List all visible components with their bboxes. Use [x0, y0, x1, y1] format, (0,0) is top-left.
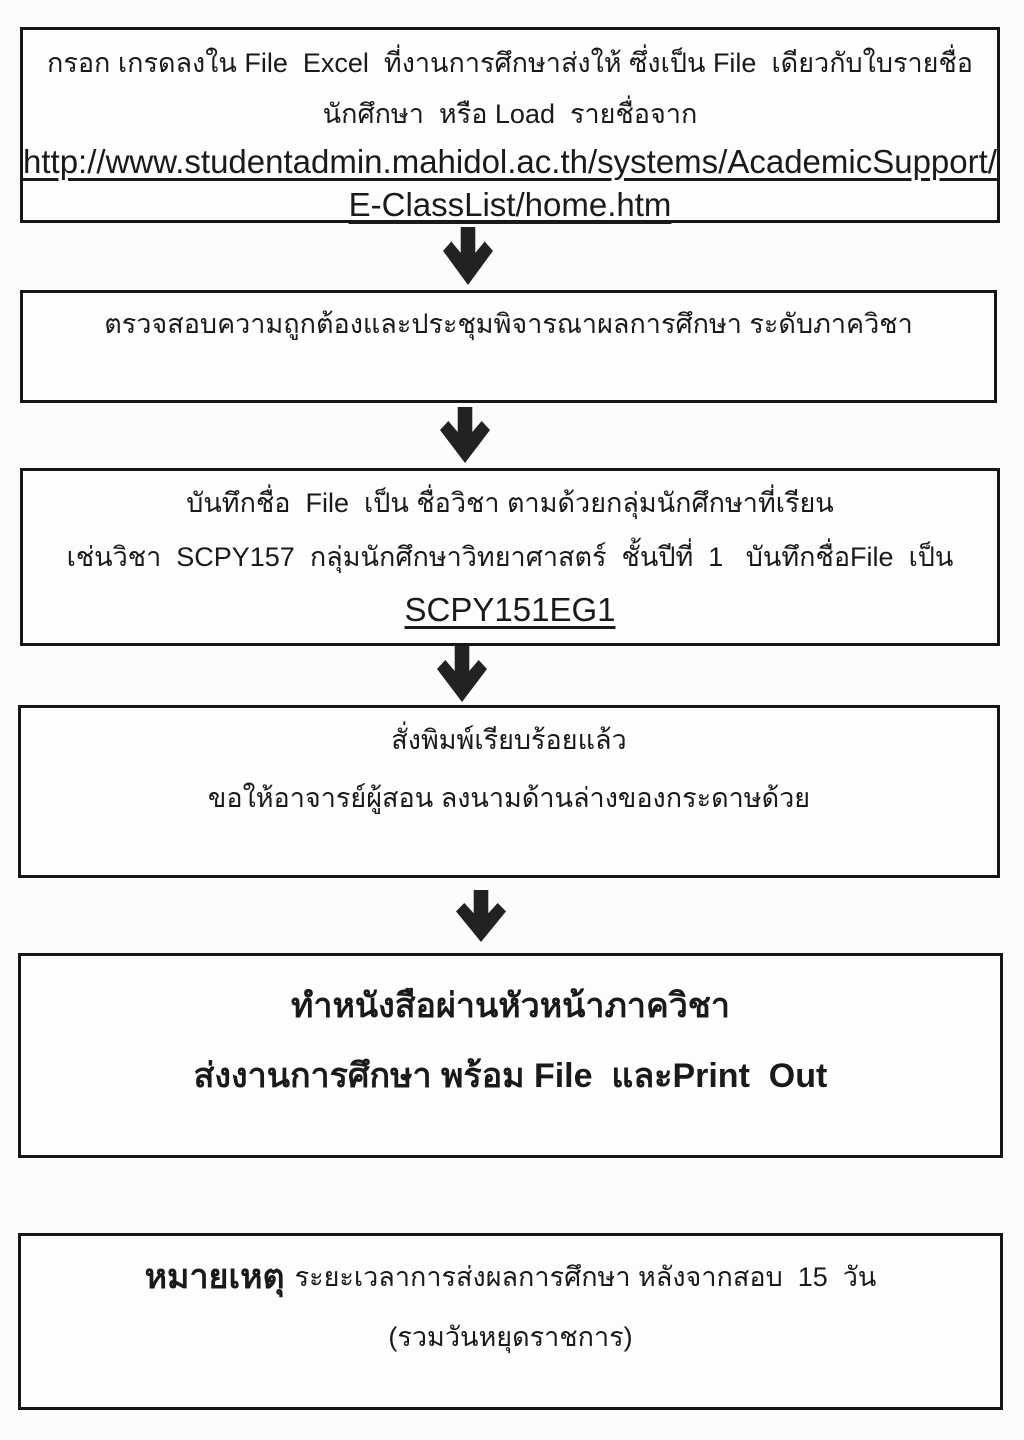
step1-url-line2: E-ClassList/home.htm	[348, 185, 672, 223]
flow-step-5-box	[18, 953, 1003, 1158]
step1-text-line1: กรอก เกรดลงใน File Excel ที่งานการศึกษาส่งให้ ซึ่งเป็น File เดียวกับใบรายชื่อ	[46, 48, 974, 78]
down-arrow-icon	[456, 890, 506, 942]
step4-text-line1: สั่งพิมพ์เรียบร้อยแล้ว	[391, 725, 627, 755]
down-arrow-icon	[443, 227, 493, 285]
step5-text-line1: ทำหนังสือผ่านหัวหน้าภาควิชา	[291, 987, 730, 1025]
flow-step-1-box	[20, 27, 1000, 223]
step3-text-line1: บันทึกชื่อ File เป็น ชื่อวิชา ตามด้วยกลุ่มนักศึกษาที่เรียน	[186, 488, 834, 518]
down-arrow-icon	[437, 646, 487, 702]
step3-text-line2: เช่นวิชา SCPY157 กลุ่มนักศึกษาวิทยาศาสตร์ ชั้นปีที่ 1 บันทึกชื่อFile เป็น	[66, 541, 954, 572]
step3-filename: SCPY151EG1	[404, 590, 616, 628]
note-text: ระยะเวลาการส่งผลการศึกษา หลังจากสอบ 15 วัน	[294, 1262, 877, 1292]
note-box	[18, 1233, 1003, 1410]
down-arrow-icon	[440, 407, 490, 463]
flow-step-2-box	[20, 290, 997, 403]
flow-step-4-box	[18, 705, 1000, 878]
note-line1	[21, 1256, 1000, 1299]
flow-step-3-box	[20, 468, 1000, 646]
step1-text-line2: นักศึกษา หรือ Load รายชื่อจาก	[322, 98, 698, 129]
note-line2: (รวมวันหยุดราชการ)	[388, 1321, 633, 1352]
note-label: หมายเหตุ	[144, 1258, 285, 1296]
step1-url-line1: http://www.studentadmin.mahidol.ac.th/systems/AcademicSupport/	[23, 142, 997, 180]
step2-text-line1: ตรวจสอบความถูกต้องและประชุมพิจารณาผลการศึกษา ระดับภาควิชา	[104, 309, 913, 339]
step4-text-line2: ขอให้อาจารย์ผู้สอน ลงนามด้านล่างของกระดาษด้วย	[207, 782, 811, 813]
step5-text-line2: ส่งงานการศึกษา พร้อม File และPrint Out	[193, 1056, 828, 1095]
